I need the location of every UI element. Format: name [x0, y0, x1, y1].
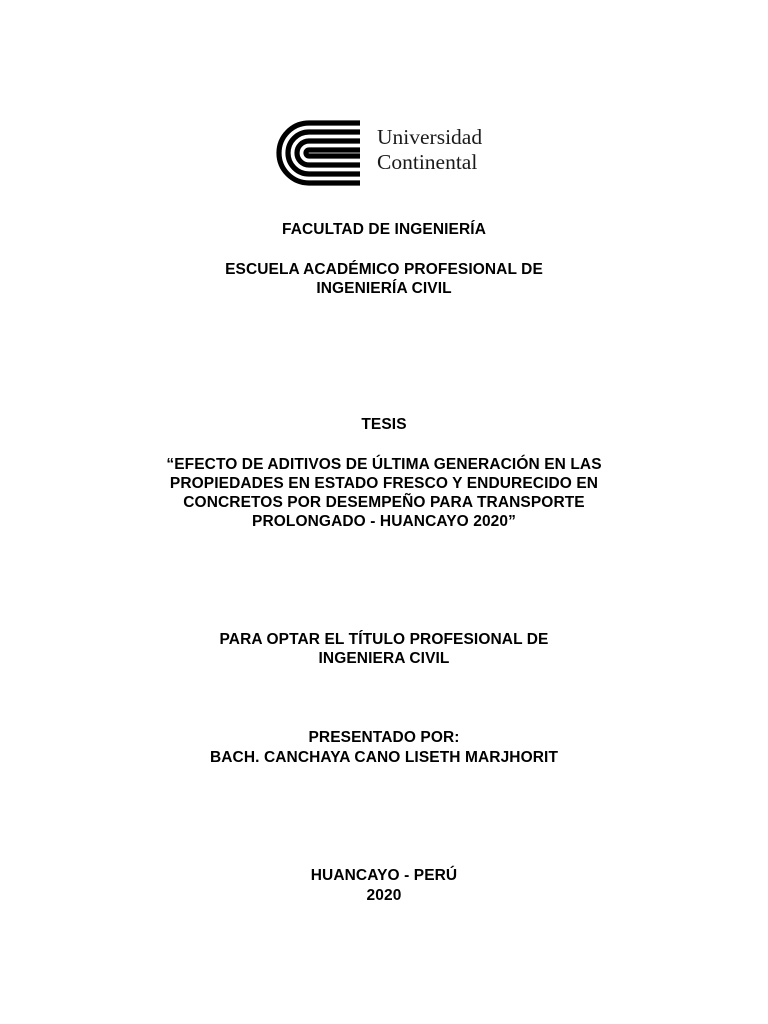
thesis-title-line2: PROPIEDADES EN ESTADO FRESCO Y ENDURECIDO EN — [169, 475, 599, 492]
university-name-line1: Universidad — [377, 125, 483, 149]
document-type: TESIS — [361, 416, 407, 433]
school-heading-line2: INGENIERÍA CIVIL — [316, 280, 452, 297]
year: 2020 — [366, 887, 402, 904]
school-heading-line1: ESCUELA ACADÉMICO PROFESIONAL DE — [225, 261, 543, 278]
degree-line1: PARA OPTAR EL TÍTULO PROFESIONAL DE — [219, 631, 549, 648]
thesis-title-line3: CONCRETOS POR DESEMPEÑO PARA TRANSPORTE — [183, 494, 585, 511]
university-name — [377, 125, 482, 175]
thesis-title-line4: PROLONGADO - HUANCAYO 2020” — [252, 513, 516, 530]
location: HUANCAYO - PERÚ — [310, 867, 458, 884]
university-logo — [276, 120, 516, 186]
presenter-name: BACH. CANCHAYA CANO LISETH MARJHORIT — [209, 749, 559, 766]
university-logo-mark — [276, 120, 362, 186]
presenter-label: PRESENTADO POR: — [308, 729, 460, 746]
university-name-line2: Continental — [377, 150, 478, 174]
thesis-title-line1: “EFECTO DE ADITIVOS DE ÚLTIMA GENERACIÓN EN LAS — [166, 456, 602, 473]
degree-line2: INGENIERA CIVIL — [318, 650, 450, 667]
faculty-heading: FACULTAD DE INGENIERÍA — [282, 221, 486, 238]
